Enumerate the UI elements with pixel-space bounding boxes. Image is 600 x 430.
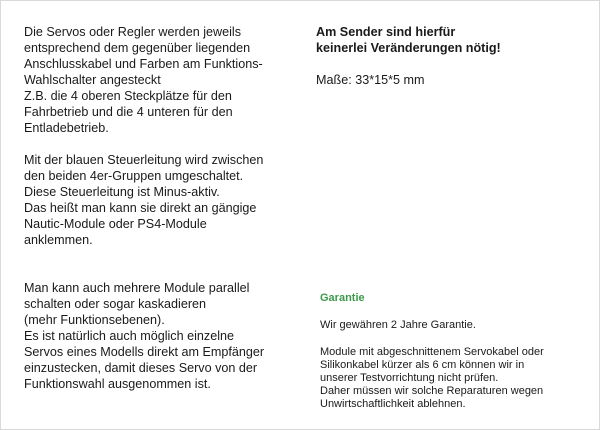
- warranty-conditions-text: Module mit abgeschnittenem Servokabel oder Silikonkabel kürzer als 6 cm können wir in unserer Testvorrichtung nicht prüfen. Daher müssen wir solche Reparaturen wegen Unwirtschaftlichkeit ablehnen.: [320, 346, 544, 410]
- left-column: [24, 24, 304, 392]
- paragraph-spacer: [24, 248, 304, 280]
- warranty-duration-text: Wir gewähren 2 Jahre Garantie.: [320, 319, 476, 331]
- paragraph-spacer: [24, 136, 304, 152]
- right-column: [316, 24, 586, 88]
- warranty-section: [320, 292, 585, 411]
- control-line-paragraph: Mit der blauen Steuerleitung wird zwischen den beiden 4er-Gruppen umgeschaltet. Diese Steuerleitung ist Minus-aktiv. Das heißt man kann sie direkt an gängige Nautic-Module oder PS4-Module anklemmen.: [24, 153, 264, 247]
- cascade-paragraph: Man kann auch mehrere Module parallel schalten oder sogar kaskadieren (mehr Funktionsebenen). Es ist natürlich auch möglich einzelne Servos eines Modells direkt am Empfänger einzustecken, damit dieses Servo von der Funktionswahl ausgenommen ist.: [24, 281, 265, 391]
- warranty-title: Garantie: [320, 292, 365, 304]
- sender-note-heading: Am Sender sind hierfür keinerlei Veränderungen nötig!: [316, 25, 501, 55]
- dimensions-text: Maße: 33*15*5 mm: [316, 73, 425, 87]
- connection-paragraph: Die Servos oder Regler werden jeweils entsprechend dem gegenüber liegenden Anschlusskabel und Farben am Funktions- Wahlschalter angesteckt Z.B. die 4 oberen Steckplätze für den Fahrbetrieb und die 4 unteren für den Entladebetrieb.: [24, 25, 263, 135]
